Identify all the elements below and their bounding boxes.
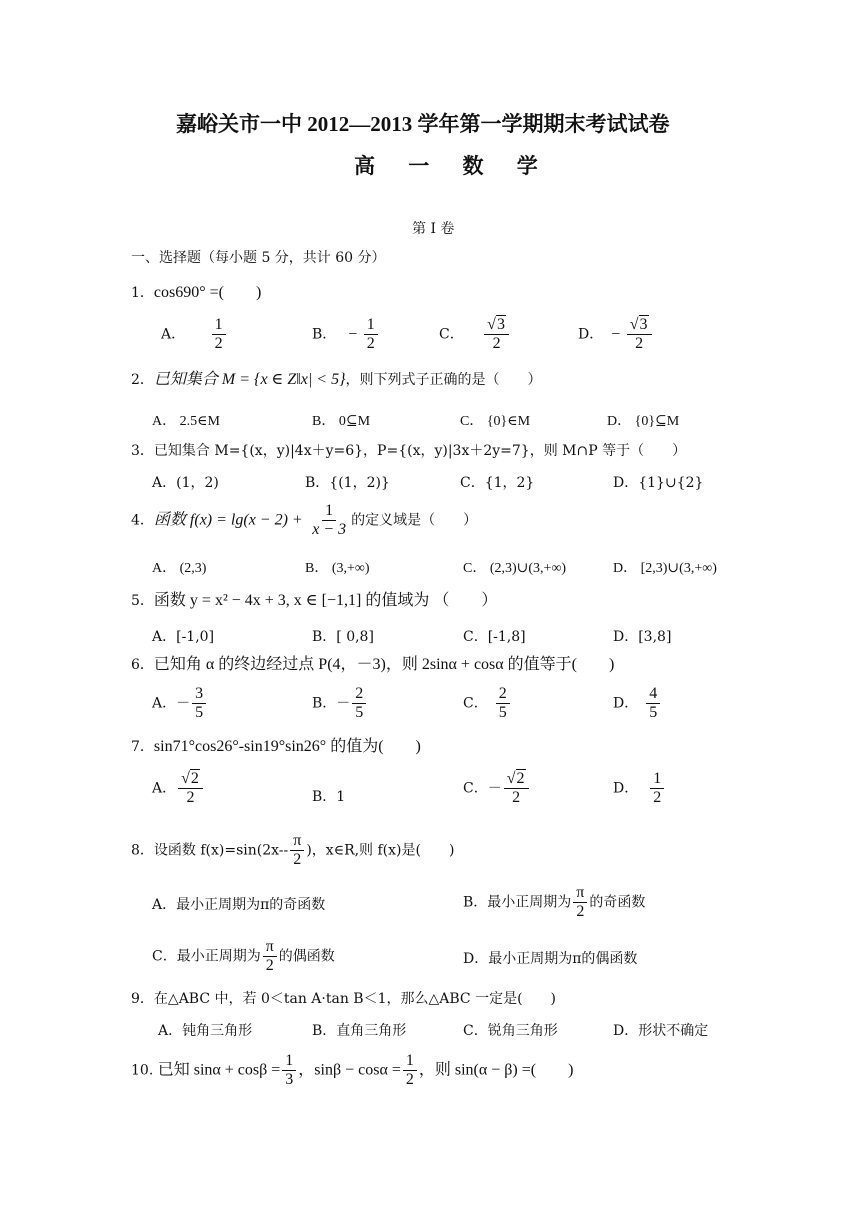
question-10: 10. 已知 sinα + cosβ = $\frac{1}{3}$ ，sinβ − cosα = $\frac{1}{2}$ ，则 sin(α − β) =( ) (131, 1052, 574, 1088)
q2-option-d[interactable]: D． {0}⊆M (607, 414, 680, 429)
q7-option-c[interactable]: C．－ $\frac{√2}{2}$ (463, 770, 531, 807)
q4-option-d[interactable]: D． [2,3)∪(3,+∞) (613, 561, 717, 576)
q8-option-c[interactable]: C．最小正周期为 $\frac{\pi}{2}$ 的偶函数 (152, 938, 335, 974)
question-stem: cos690° =( ) (153, 284, 262, 301)
exam-subject: 高 一 数 学 (354, 154, 552, 178)
question-9: 9．在△ABC 中，若 0＜tan A·tan B＜1，那么△ABC 一定是( ) (131, 991, 557, 1007)
q3-option-b[interactable]: B．{(1，2)} (305, 475, 390, 491)
question-7: 7．sin71°cos26°-sin19°sin26° 的值为( ) (131, 738, 421, 755)
q2-option-a[interactable]: A． 2.5∈M (152, 414, 220, 429)
q6-option-c[interactable]: C． $\frac{2}{5}$ (463, 685, 512, 722)
question-number: 1． (131, 285, 154, 301)
question-3: 3．已知集合 M={(x，y)|4x＋y=6}，P={(x，y)|3x＋2y=7}，则 M∩P 等于（ ） (131, 443, 687, 459)
q1-option-d[interactable]: D． − $\frac{√3}{2}$ (578, 316, 654, 353)
exam-title: 嘉峪关市一中 2012—2013 学年第一学期期末考试试卷 (176, 112, 670, 136)
q5-option-c[interactable]: C．[-1,8] (463, 629, 526, 645)
q2-option-c[interactable]: C． {0}∈M (460, 414, 531, 429)
q5-option-a[interactable]: A．[-1,0] (152, 629, 215, 645)
q3-option-a[interactable]: A．(1，2) (152, 475, 219, 491)
q9-option-c[interactable]: C．锐角三角形 (463, 1023, 558, 1039)
q7-option-b[interactable]: B．1 (312, 789, 346, 805)
q8-option-d[interactable]: D．最小正周期为π的偶函数 (463, 951, 638, 967)
q3-option-d[interactable]: D．{1}∪{2} (613, 475, 704, 491)
q4-option-c[interactable]: C． (2,3)∪(3,+∞) (463, 561, 567, 576)
volume-label: 第 I 卷 (412, 221, 455, 237)
q1-option-a[interactable]: A． $\frac{1}{2}$ (161, 316, 228, 353)
q1-option-c[interactable]: C． $\frac{√3}{2}$ (439, 316, 511, 353)
q6-option-d[interactable]: D． $\frac{4}{5}$ (613, 685, 662, 722)
section-heading: 一、选择题（每小题 5 分，共计 60 分） (131, 250, 386, 266)
q7-option-a[interactable]: A． $\frac{√2}{2}$ (152, 770, 205, 807)
q5-option-b[interactable]: B．[ 0,8] (312, 629, 374, 645)
question-5: 5．函数 y = x² − 4x + 3, x ∈ [−1,1] 的值域为 （ ） (131, 592, 498, 609)
q4-option-a[interactable]: A． (2,3) (152, 561, 207, 576)
question-1 (131, 284, 261, 302)
q9-option-b[interactable]: B．直角三角形 (312, 1023, 407, 1039)
q8-option-b[interactable]: B．最小正周期为 $\frac{\pi}{2}$ 的奇函数 (463, 884, 646, 920)
q5-option-d[interactable]: D．[3,8] (613, 629, 672, 645)
question-2: 2．已知集合 M = {x ∈ Z‖x| < 5}，则下列式子正确的是（ ） (131, 371, 542, 388)
q8-option-a[interactable]: A．最小正周期为π的奇函数 (152, 897, 326, 913)
q4-option-b[interactable]: B． (3,+∞) (305, 561, 370, 576)
q3-option-c[interactable]: C．{1，2} (460, 475, 535, 491)
q1-option-b[interactable]: B． − $\frac{1}{2}$ (312, 316, 380, 353)
question-8: 8．设函数 f(x)=sin(2x-- $\frac{\pi}{2}$ )，x∈R,则 f(x)是( ) (131, 832, 455, 868)
question-4: 4．函数 f(x) = lg(x − 2) + $\frac{1}{x - 3}$ 的定义域是（ ） (131, 502, 478, 538)
q7-option-d[interactable]: D． $\frac{1}{2}$ (613, 770, 666, 807)
q9-option-d[interactable]: D．形状不确定 (613, 1023, 709, 1039)
q2-option-b[interactable]: B． 0⊆M (312, 414, 371, 429)
q9-option-a[interactable]: A．钝角三角形 (158, 1023, 253, 1039)
set-definition: 已知集合 M = {x ∈ Z‖x| < 5} (153, 371, 346, 388)
q6-option-b[interactable]: B．－ $\frac{2}{5}$ (312, 685, 368, 722)
q6-option-a[interactable]: A．－ $\frac{3}{5}$ (152, 685, 208, 722)
question-6: 6．已知角 α 的终边经过点 P(4，－3)，则 2sinα + cosα 的值等于( ) (131, 656, 615, 673)
